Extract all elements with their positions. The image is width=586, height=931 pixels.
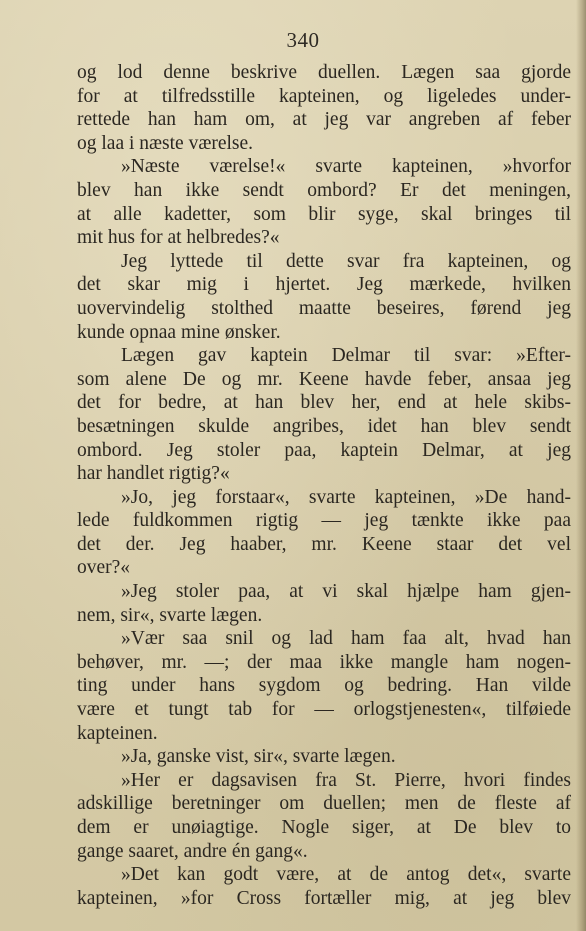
text-line: og laa i næste værelse. [77,132,254,154]
text-line: uovervindelig stolthed maatte beseires, førend jeg [77,297,571,319]
text-line: Jeg lyttede til dette svar fra kapteinen, og [121,250,571,272]
text-line: ting under hans sygdom og bedring. Han vilde [77,675,571,697]
text-line: blev han ikke sendt ombord? Er det meningen, [77,179,571,201]
text-line: Lægen gav kaptein Delmar til svar: »Efter- [121,345,571,367]
text-line: »Ja, ganske vist, sir«, svarte lægen. [121,746,396,768]
text-line: »Her er dagsavisen fra St. Pierre, hvori findes [121,769,571,791]
text-line: ombord. Jeg stoler paa, kaptein Delmar, at jeg [77,439,571,461]
text-line: kunde opnaa mine ønsker. [77,321,281,343]
page-edge-shadow [576,0,586,931]
text-line: dem er unøiagtige. Nogle siger, at De blev to [77,817,571,838]
text-line: nem, sir«, svarte lægen. [77,604,263,626]
text-line: rettede han ham om, at jeg var angreben af feber [77,109,571,131]
text-line: har handlet rigtig?« [77,463,230,485]
text-line: »Næste værelse!« svarte kapteinen, »hvorfor [121,156,571,178]
text-line: »Det kan godt være, at de antog det«, svarte [121,864,571,886]
page-number: 340 [286,28,320,52]
text-line: lede fuldkommen rigtig — jeg tænkte ikke paa [77,510,571,532]
text-line: være et tungt tab for — orlogstjenesten«, tilføiede [77,699,571,721]
text-line: kapteinen, »for Cross fortæller mig, at jeg blev [77,887,571,909]
text-line: for at tilfredsstille kapteinen, og ligeledes under- [77,85,571,107]
body-text [77,61,571,910]
text-line: »Vær saa snil og lad ham faa alt, hvad han [121,628,571,650]
text-line: at alle kadetter, som blir syge, skal bringes til [77,203,571,225]
text-line: gange saaret, andre én gang«. [77,840,308,862]
text-line: kapteinen. [77,722,158,744]
text-line: adskillige beretninger om duellen; men de fleste af [77,793,571,815]
text-line: over?« [77,557,131,579]
text-line: »Jeg stoler paa, at vi skal hjælpe ham gjen- [121,581,571,603]
text-line: det skar mig i hjertet. Jeg mærkede, hvilken [77,274,571,296]
text-line: behøver, mr. —; der maa ikke mangle ham nogen- [77,651,571,673]
text-line: det der. Jeg haaber, mr. Keene staar det vel [77,533,571,555]
text-line: det for bedre, at han blev her, end at hele skibs- [77,392,571,414]
text-line: som alene De og mr. Keene havde feber, ansaa jeg [77,368,571,390]
text-line: mit hus for at helbredes?« [77,227,280,249]
text-line: »Jo, jeg forstaar«, svarte kapteinen, »De hand- [121,486,571,508]
text-line: og lod denne beskrive duellen. Lægen saa gjorde [77,62,571,83]
text-line: besætningen skulde angribes, idet han blev sendt [77,415,571,437]
